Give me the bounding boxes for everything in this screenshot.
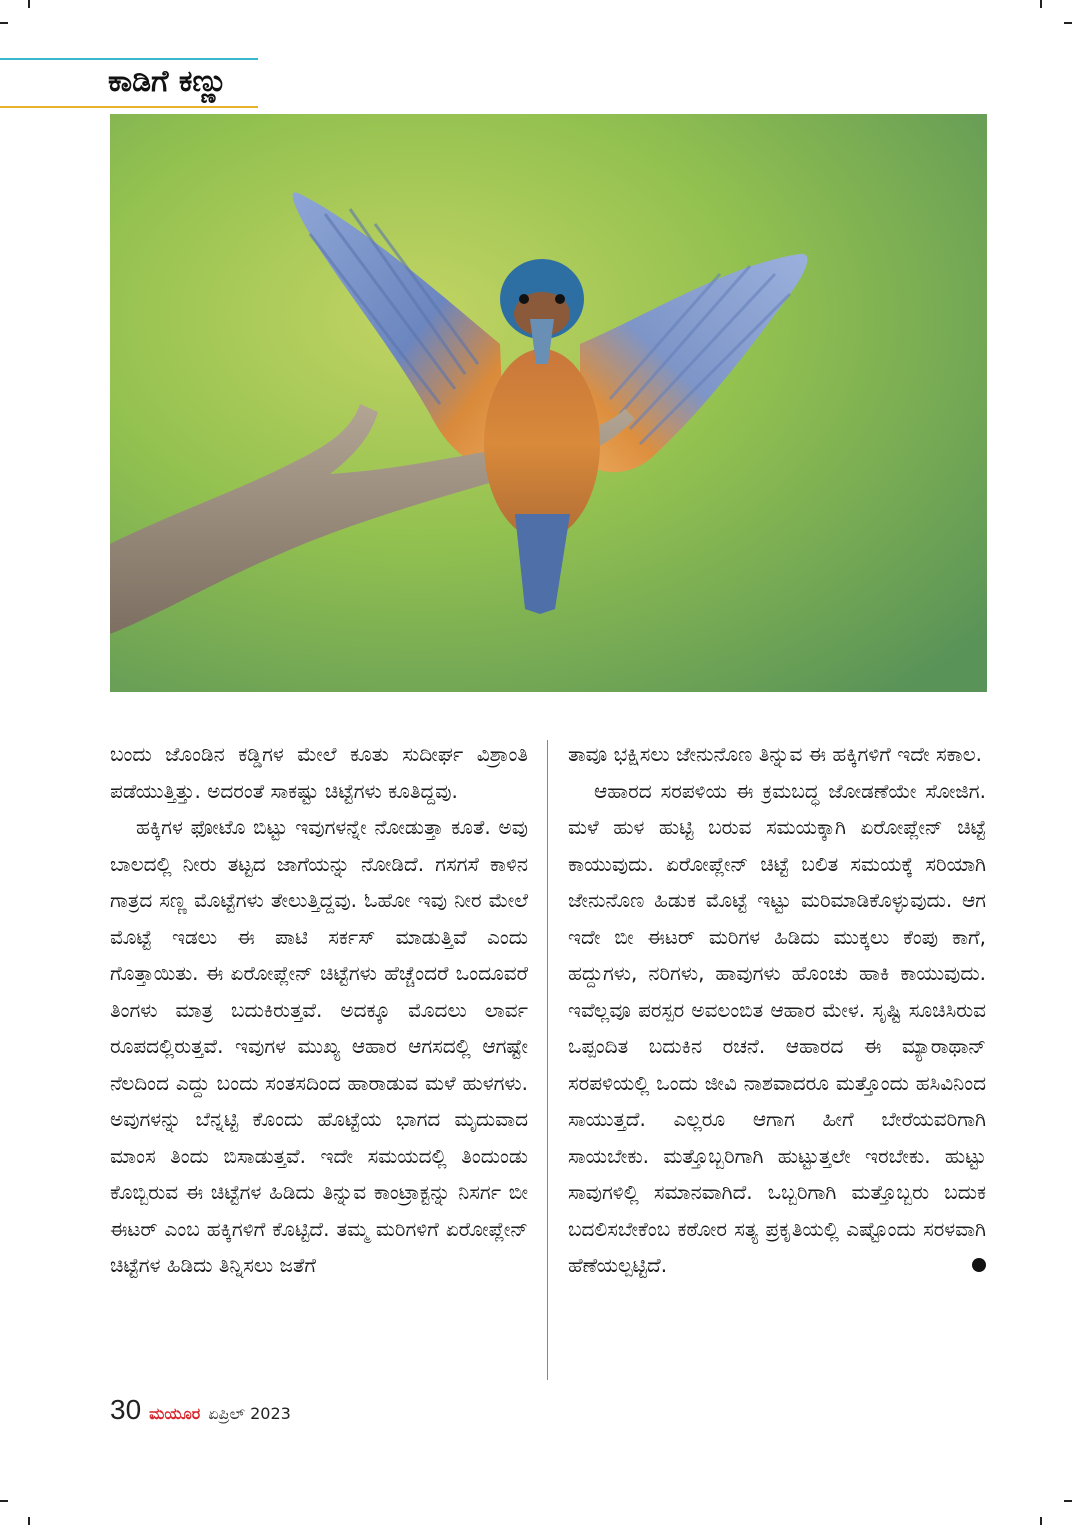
crop-mark-top-left [28,0,30,8]
crop-mark-top-right [1040,0,1042,8]
kingfisher-photo [110,114,987,692]
title-rule-bottom [0,106,258,108]
article-paragraph-last [568,773,986,1284]
page-footer [110,1394,291,1430]
crop-mark-bottom-left-side [0,1500,8,1502]
article-paragraph-text: ಆಹಾರದ ಸರಪಳಿಯ ಈ ಕ್ರಮಬದ್ಧ ಜೋಡಣೆಯೇ ಸೋಜಿಗ. ಮಳೆ ಹುಳ ಹುಟ್ಟಿ ಬರುವ ಸಮಯಕ್ಕಾಗಿ ಏರೋಪ್ಲೇನ್ ಚಿಟ್ಟೆ ಕಾಯುವುದು. ಏರೋಪ್ಲೇನ್ ಚಿಟ್ಟೆ ಬಲಿತ ಸಮಯಕ್ಕೆ ಸರಿಯಾಗಿ ಜೇನುನೊಣ ಹಿಡುಕ ಮೊಟ್ಟೆ ಇಟ್ಟು ಮರಿಮಾಡಿಕೊಳ್ಳುವುದು. ಆಗ ಇದೇ ಬೀ ಈಟರ್ ಮರಿಗಳ ಹಿಡಿದು ಮುಕ್ಕಲು ಕೆಂಪು ಕಾಗೆ, ಹದ್ದುಗಳು, ನರಿಗಳು, ಹಾವುಗಳು ಹೊಂಚು ಹಾಕಿ ಕಾಯುವುದು. ಇವೆಲ್ಲವೂ ಪರಸ್ಪರ ಅವಲಂಬಿತ ಆಹಾರ ಮೇಳ. ಸೃಷ್ಟಿ ಸೂಚಿಸಿರುವ ಒಪ್ಪಂದಿತ ಬದುಕಿನ ರಚನೆ. ಆಹಾರದ ಈ ಮ್ಯಾರಾಥಾನ್ ಸರಪಳಿಯಲ್ಲಿ ಒಂದು ಜೀವಿ ನಾಶವಾದರೂ ಮತ್ತೊಂದು ಹಸಿವಿನಿಂದ ಸಾಯುತ್ತದೆ. ಎಲ್ಲರೂ ಆಗಾಗ ಹೀಗೆ ಬೇರೆಯವರಿಗಾಗಿ ಸಾಯಬೇಕು. ಮತ್ತೊಬ್ಬರಿಗಾಗಿ ಹುಟ್ಟುತ್ತಲೇ ಇರಬೇಕು. ಹುಟ್ಟು ಸಾವುಗಳಿಲ್ಲಿ ಸಮಾನವಾಗಿದೆ. ಒಬ್ಬರಿಗಾಗಿ ಮತ್ತೊಬ್ಬರು ಬದುಕ ಬದಲಿಸಬೇಕೆಂಬ ಕಠೋರ ಸತ್ಯ ಪ್ರಕೃತಿಯಲ್ಲಿ ಎಷ್ಟೊಂದು ಸರಳವಾಗಿ ಹೆಣೆಯಲ್ಪಟ್ಟಿದೆ. [568,778,986,1277]
bird-body [484,349,600,539]
section-title: ಕಾಡಿಗೆ ಕಣ್ಣು [108,64,228,99]
end-of-article-bullet [972,1258,986,1272]
crop-mark-top-left-side [0,22,8,24]
title-rule-top [0,58,258,60]
article-paragraph: ಬಂದು ಜೊಂಡಿನ ಕಡ್ಡಿಗಳ ಮೇಲೆ ಕೂತು ಸುದೀರ್ಘ ವಿಶ್ರಾಂತಿ ಪಡೆಯುತ್ತಿತ್ತು. ಅದರಂತೆ ಸಾಕಷ್ಟು ಚಿಟ್ಟೆಗಳು ಕೂತಿದ್ದವು. [110,742,528,803]
crop-mark-bottom-left [28,1517,30,1525]
crop-mark-bottom-right [1040,1517,1042,1525]
article-right-column [568,736,986,1284]
kingfisher-illustration [110,114,987,692]
column-divider [547,740,548,1380]
crop-mark-top-right-side [1064,22,1072,24]
bird-eye-right [555,294,565,304]
bird-eye-left [519,294,529,304]
page-number: 30 [110,1394,142,1425]
article-left-column [110,736,528,1284]
crop-mark-bottom-right-side [1064,1500,1072,1502]
article-paragraph: ತಾವೂ ಭಕ್ಷಿಸಲು ಜೇನುನೊಣ ತಿನ್ನುವ ಈ ಹಕ್ಕಿಗಳಿಗೆ ಇದೇ ಸಕಾಲ. [568,742,983,766]
article-paragraph: ಹಕ್ಕಿಗಳ ಫೋಟೊ ಬಿಟ್ಟು ಇವುಗಳನ್ನೇ ನೋಡುತ್ತಾ ಕೂತೆ. ಅವು ಬಾಲದಲ್ಲಿ ನೀರು ತಟ್ಟದ ಜಾಗೆಯನ್ನು ನೋಡಿದೆ. ಗಸಗಸೆ ಕಾಳಿನ ಗಾತ್ರದ ಸಣ್ಣ ಮೊಟ್ಟೆಗಳು ತೇಲುತ್ತಿದ್ದವು. ಓಹೋ ಇವು ನೀರ ಮೇಲೆ ಮೊಟ್ಟೆ ಇಡಲು ಈ ಪಾಟಿ ಸರ್ಕಸ್ ಮಾಡುತ್ತಿವೆ ಎಂದು ಗೊತ್ತಾಯಿತು. ಈ ಏರೋಪ್ಲೇನ್ ಚಿಟ್ಟೆಗಳು ಹೆಚ್ಚೆಂದರೆ ಒಂದೂವರೆ ತಿಂಗಳು ಮಾತ್ರ ಬದುಕಿರುತ್ತವೆ. ಅದಕ್ಕೂ ಮೊದಲು ಲಾರ್ವ ರೂಪದಲ್ಲಿರುತ್ತವೆ. ಇವುಗಳ ಮುಖ್ಯ ಆಹಾರ ಆಗಸದಲ್ಲಿ ಆಗಷ್ಟೇ ನೆಲದಿಂದ ಎದ್ದು ಬಂದು ಸಂತಸದಿಂದ ಹಾರಾಡುವ ಮಳೆ ಹುಳಗಳು. ಅವುಗಳನ್ನು ಬೆನ್ನಟ್ಟಿ ಕೊಂದು ಹೊಟ್ಟೆಯ ಭಾಗದ ಮೃದುವಾದ ಮಾಂಸ ತಿಂದು ಬಿಸಾಡುತ್ತವೆ. ಇದೇ ಸಮಯದಲ್ಲಿ ತಿಂದುಂಡು ಕೊಬ್ಬಿರುವ ಈ ಚಿಟ್ಟೆಗಳ ಹಿಡಿದು ತಿನ್ನುವ ಕಾಂಟ್ರಾಕ್ಟನ್ನು ನಿಸರ್ಗ ಬೀ ಈಟರ್ ಎಂಬ ಹಕ್ಕಿಗಳಿಗೆ ಕೊಟ್ಟಿದೆ. ತಮ್ಮ ಮರಿಗಳಿಗೆ ಏರೋಪ್ಲೇನ್ ಚಿಟ್ಟೆಗಳ ಹಿಡಿದು ತಿನ್ನಿಸಲು ಜತೆಗೆ [110,815,528,1277]
issue-date: ಏಪ್ರಿಲ್ 2023 [208,1404,291,1423]
magazine-logo: ಮಯೂರ [149,1404,201,1423]
